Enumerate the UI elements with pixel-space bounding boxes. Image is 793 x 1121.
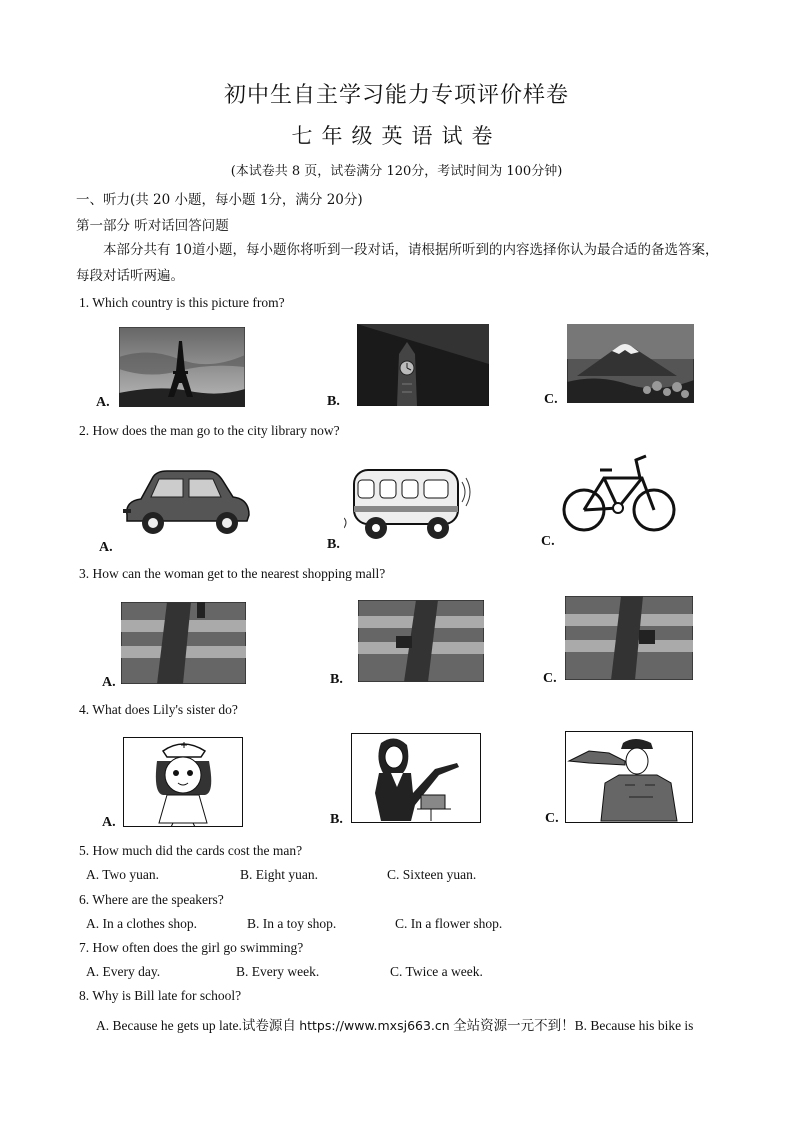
mount-fuji-image <box>567 324 694 403</box>
q1-option-a-label: A. <box>96 395 110 410</box>
question-2: 2. How does the man go to the city library now? <box>79 423 340 438</box>
q3-option-a-label: A. <box>102 675 116 690</box>
question-1: 1. Which country is this picture from? <box>79 295 285 310</box>
q8-option-a: A. Because he gets up late. <box>96 1018 242 1033</box>
q6-option-b: B. In a toy shop. <box>247 916 337 931</box>
q5-option-c: C. Sixteen yuan. <box>387 867 477 882</box>
question-8: 8. Why is Bill late for school? <box>79 988 242 1003</box>
exam-title: 初中生自主学习能力专项评价样卷 <box>223 83 569 108</box>
question-6: 6. Where are the speakers? <box>79 892 224 907</box>
q8-option-b: B. Because his bike is <box>574 1018 694 1033</box>
q1-option-c-label: C. <box>544 392 558 407</box>
q1-option-b-label: B. <box>327 394 340 409</box>
source-link[interactable]: https://www.mxsj663.cn <box>299 1018 450 1033</box>
question-5: 5. How much did the cards cost the man? <box>79 843 303 858</box>
bus-image <box>344 462 472 544</box>
source-note: 试卷源自 <box>241 1018 300 1033</box>
promo-text: 全站资源一元不到！ <box>449 1018 575 1033</box>
car-image <box>121 465 253 541</box>
q4-option-b-label: B. <box>330 812 343 827</box>
exam-subtitle: 七年级英语试卷 <box>291 124 502 148</box>
instructions: 本部分共有 10道小题，每小题你将听到一段对话，请根据所听到的内容选择你认为最合适的备选答案，每段对话听两遍。 <box>76 242 719 284</box>
road-map-a-image <box>121 602 246 684</box>
q7-option-b: B. Every week. <box>236 964 320 979</box>
q5-option-b: B. Eight yuan. <box>240 867 318 882</box>
footer-line <box>96 1014 693 1034</box>
q3-option-b-label: B. <box>330 672 343 687</box>
nurse-image <box>123 737 243 827</box>
q2-option-c-label: C. <box>541 534 555 549</box>
question-3: 3. How can the woman get to the nearest shopping mall? <box>79 566 386 581</box>
q2-option-b-label: B. <box>327 537 340 552</box>
q6-option-c: C. In a flower shop. <box>395 916 503 931</box>
part-title: 第一部分 听对话回答问题 <box>76 218 229 234</box>
road-map-c-image <box>565 596 693 680</box>
q6-option-a: A. In a clothes shop. <box>86 916 197 931</box>
bicycle-image <box>560 452 680 536</box>
q7-option-a: A. Every day. <box>86 964 161 979</box>
question-7: 7. How often does the girl go swimming? <box>79 940 304 955</box>
big-ben-image <box>357 324 489 406</box>
question-4: 4. What does Lily's sister do? <box>79 702 238 717</box>
q3-option-c-label: C. <box>543 671 557 686</box>
teacher-image <box>351 733 481 823</box>
q7-option-c: C. Twice a week. <box>390 964 483 979</box>
road-map-b-image <box>358 600 484 682</box>
q4-option-a-label: A. <box>102 815 116 830</box>
police-officer-image <box>565 731 693 823</box>
q2-option-a-label: A. <box>99 540 113 555</box>
q5-option-a: A. Two yuan. <box>86 867 160 882</box>
eiffel-tower-image <box>119 327 245 407</box>
q4-option-c-label: C. <box>545 811 559 826</box>
exam-note: (本试卷共 8 页，试卷满分 120分，考试时间为 100分钟) <box>230 164 563 179</box>
section-heading: 一、听力(共 20 小题，每小题 1分，满分 20分) <box>76 192 363 208</box>
